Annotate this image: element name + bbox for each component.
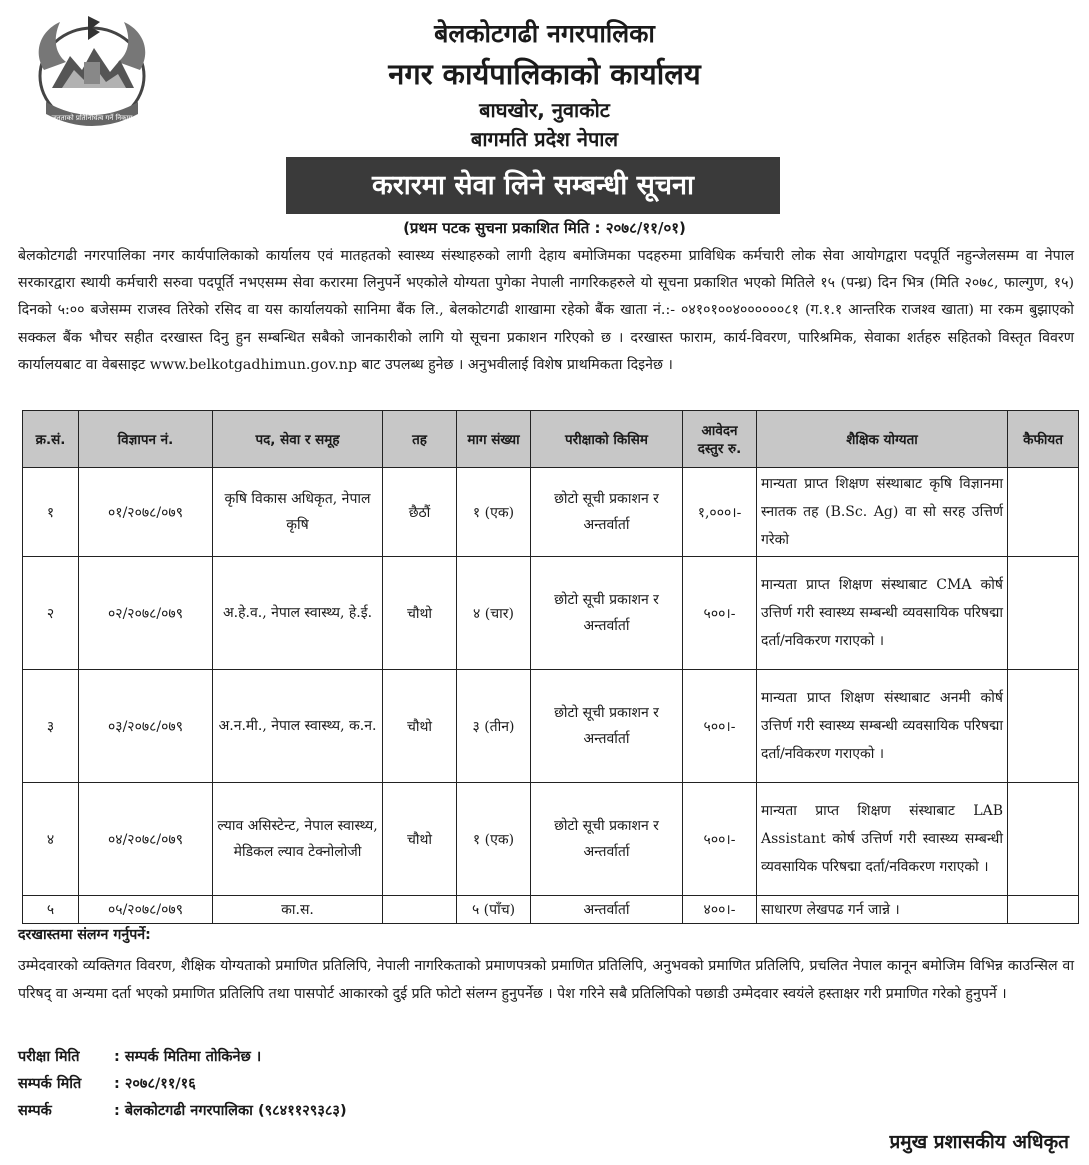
contact-label: सम्पर्क bbox=[18, 1103, 52, 1119]
table-cell: छोटो सूची प्रकाशन र अन्तर्वार्ता bbox=[531, 468, 683, 557]
table-cell: ४ (चार) bbox=[457, 557, 531, 670]
col-header: क्र.सं. bbox=[23, 411, 79, 468]
table-cell: अन्तर्वार्ता bbox=[531, 896, 683, 924]
province-name: बागमति प्रदेश नेपाल bbox=[470, 127, 619, 151]
table-row bbox=[23, 468, 1079, 557]
table-cell: छोटो सूची प्रकाशन र अन्तर्वार्ता bbox=[531, 557, 683, 670]
col-header: आवेदन दस्तुर रु. bbox=[683, 411, 757, 468]
table-cell: मान्यता प्राप्त शिक्षण संस्थाबाट CMA कोर्ष उत्तिर्ण गरी स्वास्थ्य सम्बन्धी व्यवसायिक परिषद्मा दर्ता/नविकरण गराएको । bbox=[757, 557, 1008, 670]
contact-date-row bbox=[18, 1073, 196, 1093]
table-cell bbox=[1008, 670, 1079, 783]
table-cell: ५००।- bbox=[683, 670, 757, 783]
col-header: विज्ञापन नं. bbox=[79, 411, 213, 468]
contact-date-value: : २०७८/११/१६ bbox=[114, 1076, 196, 1092]
col-header: कैफीयत bbox=[1008, 411, 1079, 468]
table-cell: कृषि विकास अधिकृत, नेपाल कृषि bbox=[213, 468, 383, 557]
table-row bbox=[23, 670, 1079, 783]
table-row bbox=[23, 783, 1079, 896]
contact-value: : बेलकोटगढी नगरपालिका (९८४११२९३८३) bbox=[114, 1103, 347, 1119]
table-cell: छैठौं bbox=[383, 468, 457, 557]
notice-title-banner: करारमा सेवा लिने सम्बन्धी सूचना bbox=[286, 157, 780, 214]
signatory-title: प्रमुख प्रशासकीय अधिकृत bbox=[889, 1131, 1069, 1153]
table-cell: ०५/२०७८/०७९ bbox=[79, 896, 213, 924]
table-cell: का.स. bbox=[213, 896, 383, 924]
table-cell: ल्याव असिस्टेन्ट, नेपाल स्वास्थ्य, मेडिकल ल्याव टेक्नोलोजी bbox=[213, 783, 383, 896]
table-cell: चौथो bbox=[383, 783, 457, 896]
attachments-paragraph: उम्मेदवारको व्यक्तिगत विवरण, शैक्षिक योग्यताको प्रमाणित प्रतिलिपि, नेपाली नागरिकताको प्रमाणपत्रको प्रमाणित प्रतिलिपि, अनुभवको प्रमाणित प्रतिलिपि, प्रचलित नेपाल कानून बमोजिम विभिन्न काउन्सिल वा परिषद् वा अन्यमा दर्ता भएको प्रमाणित प्रतिलिपि तथा पासपोर्ट आकारको दुई प्रति फोटो संलग्न हुनुपर्नेछ । पेश गरिने सबै प्रतिलिपिको पछाडी उम्मेदवार स्वयंले हस्ताक्षर गरी प्रमाणित गरेको हुनुपर्ने । bbox=[18, 958, 1074, 1002]
attachments-heading: दरखास्तमा संलग्न गर्नुपर्ने: bbox=[18, 927, 151, 943]
table-cell: ४ bbox=[23, 783, 79, 896]
table-cell: अ.न.मी., नेपाल स्वास्थ्य, क.न. bbox=[213, 670, 383, 783]
col-header: शैक्षिक योग्यता bbox=[757, 411, 1008, 468]
office-name: नगर कार्यपालिकाको कार्यालय bbox=[388, 57, 701, 91]
exam-date-row bbox=[18, 1046, 261, 1066]
table-cell: छोटो सूची प्रकाशन र अन्तर्वार्ता bbox=[531, 783, 683, 896]
table-cell: ३ bbox=[23, 670, 79, 783]
table-cell: अ.हे.व., नेपाल स्वास्थ्य, हे.ई. bbox=[213, 557, 383, 670]
table-cell: ५ (पाँच) bbox=[457, 896, 531, 924]
table-cell: मान्यता प्राप्त शिक्षण संस्थाबाट अनमी कोर्ष उत्तिर्ण गरी स्वास्थ्य सम्बन्धी व्यवसायिक परिषद्मा दर्ता/नविकरण गराएको । bbox=[757, 670, 1008, 783]
table-cell: साधारण लेखपढ गर्न जान्ने । bbox=[757, 896, 1008, 924]
office-address: बाघखोर, नुवाकोट bbox=[479, 98, 610, 122]
col-header: परीक्षाको किसिम bbox=[531, 411, 683, 468]
intro-paragraph: बेलकोटगढी नगरपालिका नगर कार्यपालिकाको कार्यालय एवं मातहतको स्वास्थ्य संस्थाहरुको लागी देहाय बमोजिमका पदहरुमा प्राविधिक कर्मचारी लोक सेवा आयोगद्वारा पदपूर्ति नहुन्जेलसम्म वा नेपाल सरकारद्वारा स्थायी कर्मचारी सरुवा पदपूर्ति नभएसम्म सेवा करारमा लिनुपर्ने भएकोले योग्यता पुगेका नेपाली नागरिकहरुले यो सूचना प्रकाशित भएको मितिले १५ (पन्ध्र) दिन भित्र (मिति २०७८, फाल्गुण, १५) दिनको ५:०० बजेसम्म राजस्व तिरेको रसिद वा यस कार्यालयको सानिमा बैंक लि., बेलकोटगढी शाखामा रहेको बैंक खाता नं.:- ०४१०१००४००००००८१ (ग.१.१ आन्तरिक राजश्व खाता) मा रकम बुझाएको सक्कल बैंक भौचर सहीत दरखास्त दिनु हुन सम्बन्धित सबैको जानकारीको लागि यो सूचना प्रकाशन गरिएको छ । दरखास्त फाराम, कार्य-विवरण, पारिश्रमिक, सेवाका शर्तहरु सहितको विस्तृत विवरण कार्यालयबाट वा वेबसाइट www.belkotgadhimun.gov.np बाट उपलब्ध हुनेछ । अनुभवीलाई विशेष प्राथमिकता दिइनेछ । bbox=[18, 248, 1074, 373]
table-cell: ५००।- bbox=[683, 557, 757, 670]
table-cell: ०४/२०७८/०७९ bbox=[79, 783, 213, 896]
table-cell: मान्यता प्राप्त शिक्षण संस्थाबाट LAB Assistant कोर्ष उत्तिर्ण गरी स्वास्थ्य सम्बन्धी व्यवसायिक परिषद्मा दर्ता/नविकरण गराएको । bbox=[757, 783, 1008, 896]
table-cell bbox=[1008, 783, 1079, 896]
table-row bbox=[23, 557, 1079, 670]
table-cell bbox=[1008, 896, 1079, 924]
table-cell: मान्यता प्राप्त शिक्षण संस्थाबाट कृषि विज्ञानमा स्नातक तह (B.Sc. Ag) वा सो सरह उत्तिर्ण गरेको bbox=[757, 468, 1008, 557]
exam-date-label: परीक्षा मिति bbox=[18, 1049, 80, 1065]
table-cell: ४००।- bbox=[683, 896, 757, 924]
table-cell: छोटो सूची प्रकाशन र अन्तर्वार्ता bbox=[531, 670, 683, 783]
table-cell: ५००।- bbox=[683, 783, 757, 896]
table-cell: ३ (तीन) bbox=[457, 670, 531, 783]
vacancy-table bbox=[22, 410, 1079, 924]
col-header: पद, सेवा र समूह bbox=[213, 411, 383, 468]
contact-row bbox=[18, 1100, 347, 1120]
table-cell: २ bbox=[23, 557, 79, 670]
table-header-row bbox=[23, 411, 1079, 468]
table-cell: ५ bbox=[23, 896, 79, 924]
table-cell: १ (एक) bbox=[457, 468, 531, 557]
table-cell: चौथो bbox=[383, 670, 457, 783]
table-cell: १ (एक) bbox=[457, 783, 531, 896]
contact-date-label: सम्पर्क मिति bbox=[18, 1076, 82, 1092]
table-cell: ०३/२०७८/०७९ bbox=[79, 670, 213, 783]
publication-date: (प्रथम पटक सुचना प्रकाशित मिति : २०७८/११/०१) bbox=[403, 219, 686, 237]
table-row bbox=[23, 896, 1079, 924]
table-cell bbox=[1008, 557, 1079, 670]
emblem-motto-text: जनताको प्रतिनिधित्व गर्ने निकाय bbox=[51, 114, 133, 122]
table-cell: ०१/२०७८/०७९ bbox=[79, 468, 213, 557]
table-cell bbox=[1008, 468, 1079, 557]
table-cell: १ bbox=[23, 468, 79, 557]
table-cell: १,०००।- bbox=[683, 468, 757, 557]
table-cell: ०२/२०७८/०७९ bbox=[79, 557, 213, 670]
municipality-name: बेलकोटगढी नगरपालिका bbox=[434, 19, 655, 48]
table-cell: चौथो bbox=[383, 557, 457, 670]
exam-date-value: : सम्पर्क मितिमा तोकिनेछ । bbox=[114, 1049, 262, 1065]
table-cell bbox=[383, 896, 457, 924]
col-header: तह bbox=[383, 411, 457, 468]
col-header: माग संख्या bbox=[457, 411, 531, 468]
